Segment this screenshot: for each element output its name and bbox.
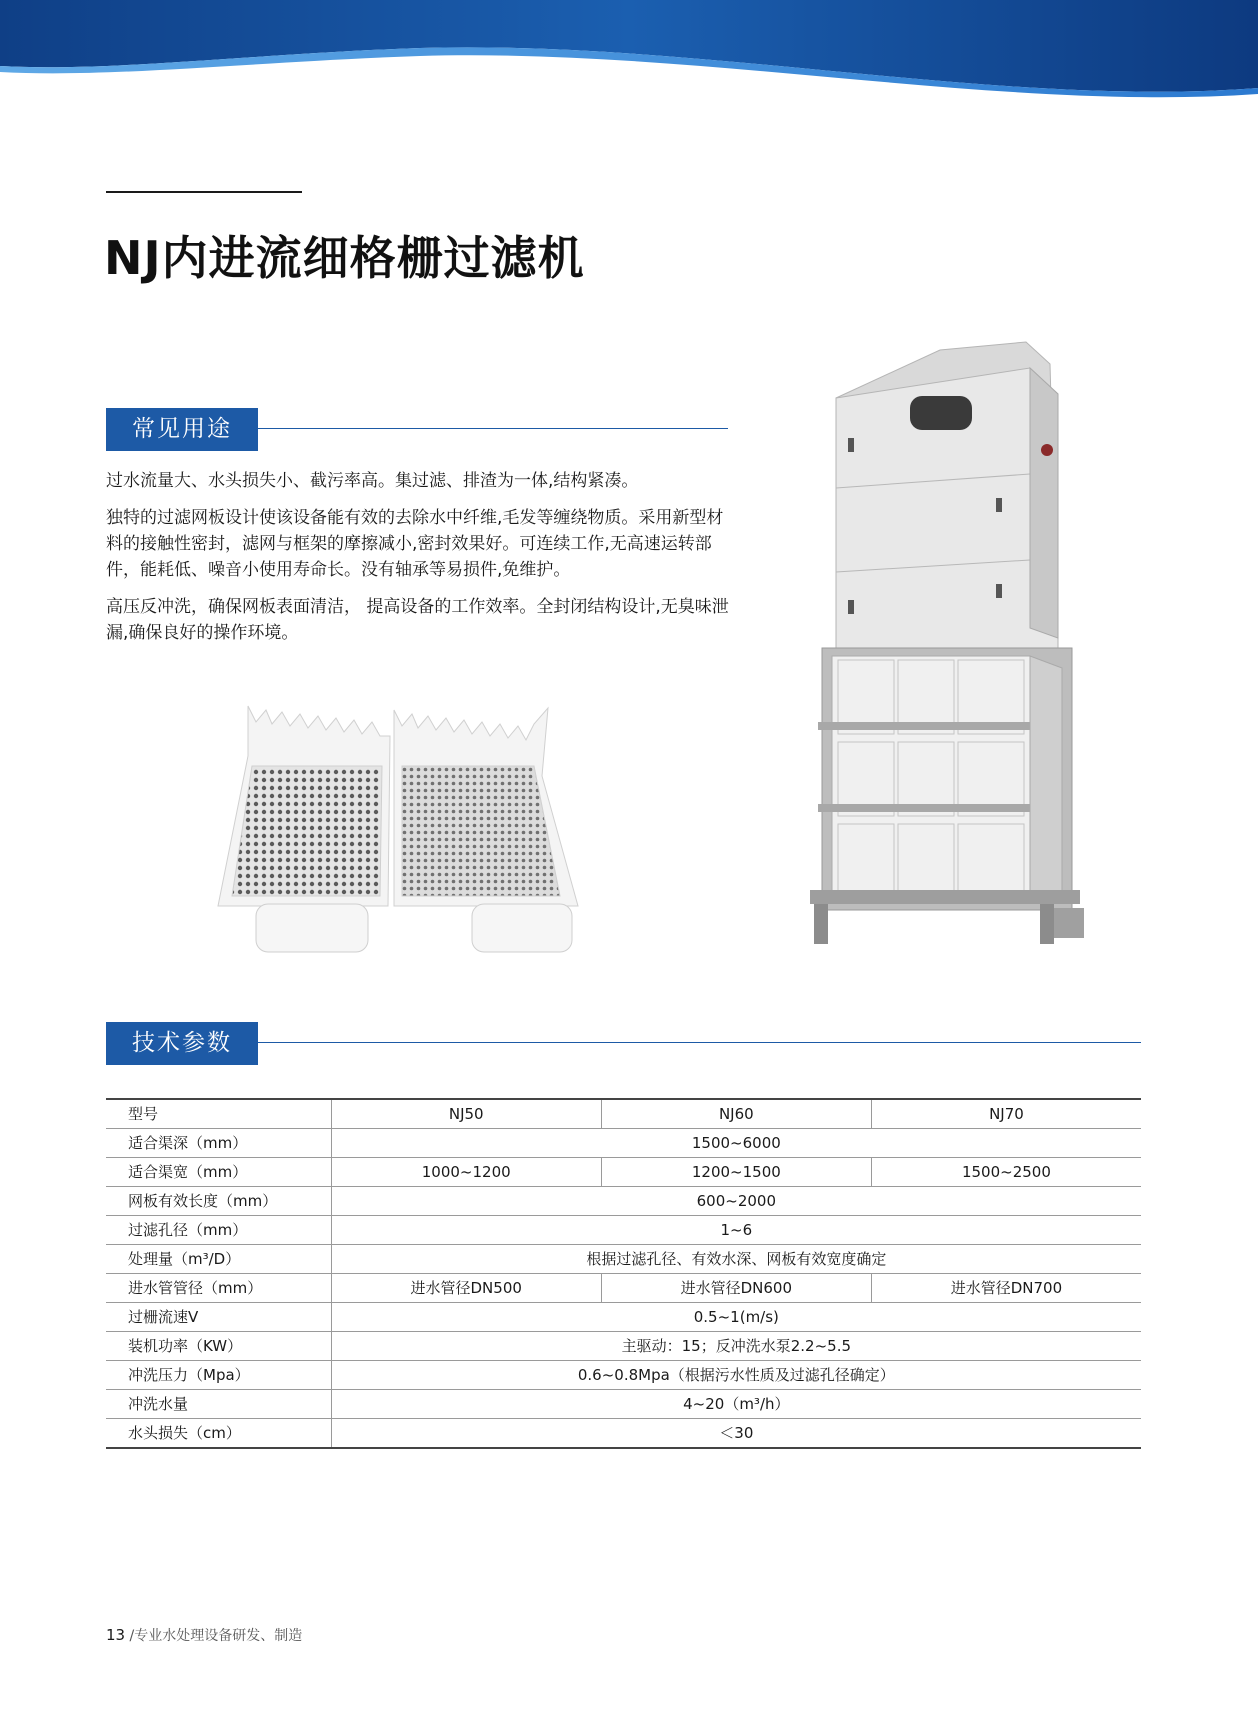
table-row — [106, 1158, 1141, 1187]
usage-section-label: 常见用途 — [106, 408, 258, 451]
usage-section-line — [258, 428, 728, 429]
usage-description — [106, 468, 732, 657]
row-label: 水头损失（cm） — [106, 1419, 331, 1449]
table-cell: 0.5~1(m/s) — [331, 1303, 1141, 1332]
table-cell: 1~6 — [331, 1216, 1141, 1245]
table-row — [106, 1332, 1141, 1361]
table-row — [106, 1390, 1141, 1419]
table-cell: 1000~1200 — [331, 1158, 601, 1187]
row-label: 适合渠宽（mm） — [106, 1158, 331, 1187]
table-row — [106, 1361, 1141, 1390]
page-number: 13 — [106, 1626, 126, 1644]
row-label: 冲洗水量 — [106, 1390, 331, 1419]
page-footer — [106, 1625, 302, 1645]
table-row — [106, 1216, 1141, 1245]
spec-table — [106, 1098, 1141, 1449]
table-cell: ＜30 — [331, 1419, 1141, 1449]
usage-paragraph-2: 独特的过滤网板设计使该设备能有效的去除水中纤维,毛发等缠绕物质。采用新型材料的接触性密封，滤网与框架的摩擦减小,密封效果好。可连续工作,无高速运转部件，能耗低、噪音小使用寿命长。没有轴承等易损件,免维护。 — [106, 508, 724, 580]
row-label: 型号 — [106, 1099, 331, 1129]
table-cell: 1500~6000 — [331, 1129, 1141, 1158]
title-rule — [106, 191, 302, 193]
row-label: 冲洗压力（Mpa） — [106, 1361, 331, 1390]
row-label: 过滤孔径（mm） — [106, 1216, 331, 1245]
table-row — [106, 1245, 1141, 1274]
row-label: 过栅流速V — [106, 1303, 331, 1332]
table-cell: 进水管径DN500 — [331, 1274, 601, 1303]
row-label: 处理量（m³/D） — [106, 1245, 331, 1274]
usage-paragraph-1: 过水流量大、水头损失小、截污率高。集过滤、排渣为一体,结构紧凑。 — [106, 471, 639, 491]
table-cell: 1200~1500 — [601, 1158, 871, 1187]
table-row — [106, 1129, 1141, 1158]
table-cell: NJ60 — [601, 1099, 871, 1129]
table-row — [106, 1099, 1141, 1129]
table-cell: 主驱动：15；反冲洗水泵2.2~5.5 — [331, 1332, 1141, 1361]
table-row — [106, 1187, 1141, 1216]
table-cell: 进水管径DN700 — [871, 1274, 1141, 1303]
table-cell: 600~2000 — [331, 1187, 1141, 1216]
table-row — [106, 1419, 1141, 1449]
usage-paragraph-3: 高压反冲洗，确保网板表面清洁， 提高设备的工作效率。全封闭结构设计,无臭味泄漏,确保良好的操作环境。 — [106, 597, 729, 643]
usage-section-header — [106, 408, 728, 452]
row-label: 装机功率（KW） — [106, 1332, 331, 1361]
table-row — [106, 1303, 1141, 1332]
table-row — [106, 1274, 1141, 1303]
page-title: NJ内进流细格栅过滤机 — [104, 231, 585, 285]
table-cell: 根据过滤孔径、有效水深、网板有效宽度确定 — [331, 1245, 1141, 1274]
params-section-label: 技术参数 — [106, 1022, 258, 1065]
table-cell: 4~20（m³/h） — [331, 1390, 1141, 1419]
row-label: 进水管管径（mm） — [106, 1274, 331, 1303]
header-wave-banner — [0, 0, 1258, 110]
filter-plate-image — [212, 696, 610, 956]
table-cell: NJ50 — [331, 1099, 601, 1129]
table-cell: 进水管径DN600 — [601, 1274, 871, 1303]
screen-machine-image — [800, 338, 1090, 960]
row-label: 网板有效长度（mm） — [106, 1187, 331, 1216]
table-cell: 0.6~0.8Mpa（根据污水性质及过滤孔径确定） — [331, 1361, 1141, 1390]
params-section-header — [106, 1022, 1141, 1066]
row-label: 适合渠深（mm） — [106, 1129, 331, 1158]
table-cell: NJ70 — [871, 1099, 1141, 1129]
footer-text: /专业水处理设备研发、制造 — [129, 1628, 303, 1644]
params-section-line — [258, 1042, 1141, 1043]
table-cell: 1500~2500 — [871, 1158, 1141, 1187]
